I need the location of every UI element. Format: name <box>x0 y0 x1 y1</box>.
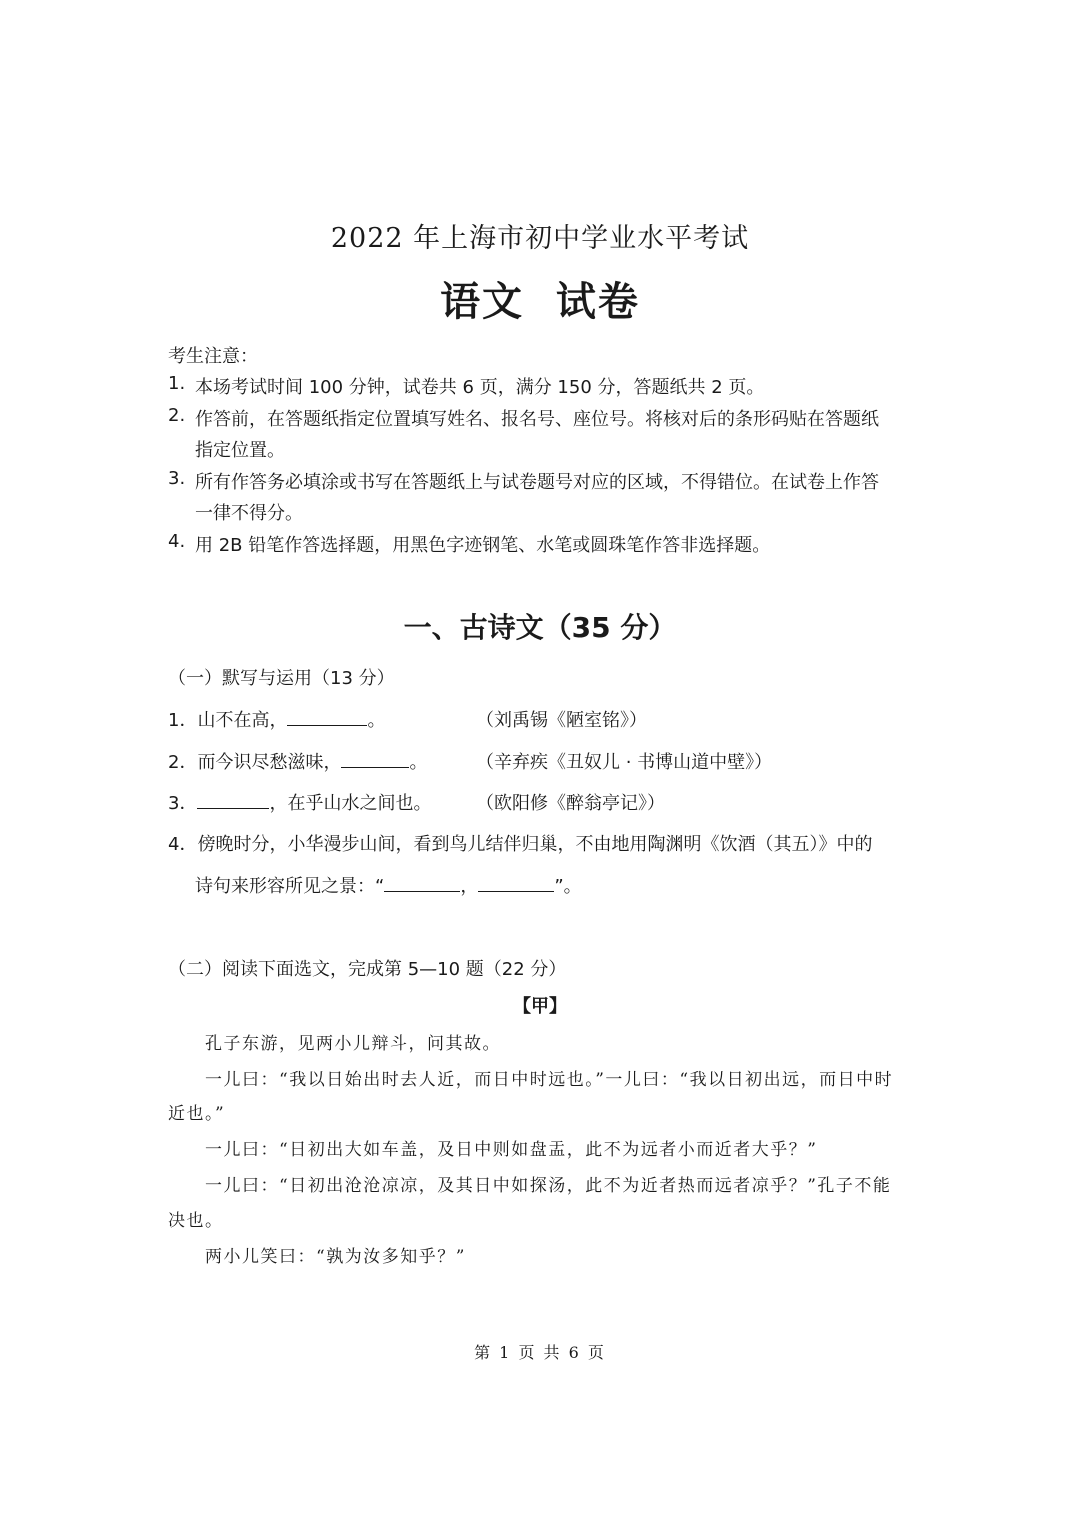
notice-item-2-num: 2. <box>168 405 186 426</box>
passage-line-4: 一儿曰：“日初出大如车盖，及日中则如盘盂，此不为远者小而近者大乎？” <box>205 1140 818 1160</box>
notice-item-4-text: 用 2B 铅笔作答选择题，用黑色字迹钢笔、水笔或圆珠笔作答非选择题。 <box>195 535 771 556</box>
question-3-source: （欧阳修《醉翁亭记》） <box>476 793 665 814</box>
question-4-end: ”。 <box>554 876 582 897</box>
question-2-text: 而今识尽愁滋味， <box>197 752 342 773</box>
passage-line-5: 一儿曰：“日初出沧沧凉凉，及其日中如探汤，此不为近者热而远者凉乎？”孔子不能 <box>205 1176 892 1196</box>
passage-line-1: 孔子东游，见两小儿辩斗，问其故。 <box>205 1034 501 1054</box>
question-1-text: 山不在高， <box>197 710 288 731</box>
question-1-blank[interactable] <box>287 709 367 726</box>
part2-heading: （二）阅读下面选文，完成第 5—10 题（22 分） <box>168 959 567 980</box>
question-1-num: 1． <box>168 710 198 731</box>
question-4-blank-1[interactable] <box>384 875 460 892</box>
question-4-num: 4． <box>168 834 198 855</box>
notice-item-4-num: 4. <box>168 531 186 552</box>
notice-item-3-text-cont: 一律不得分。 <box>195 503 303 524</box>
notice-heading: 考生注意： <box>168 346 258 367</box>
page-footer: 第 1 页 共 6 页 <box>474 1343 606 1362</box>
question-4-text: 傍晚时分，小华漫步山间，看到鸟儿结伴归巢，不由地用陶渊明《饮酒（其五）》中的 <box>197 834 873 855</box>
question-4-blank-2[interactable] <box>478 875 554 892</box>
exam-title: 2022 年上海市初中学业水平考试 <box>330 223 750 254</box>
passage-line-3: 近也。” <box>168 1104 226 1124</box>
passage-line-7: 两小儿笑曰：“孰为汝多知乎？” <box>205 1247 466 1267</box>
question-1 <box>168 706 385 732</box>
notice-item-3-text: 所有作答务必填涂或书写在答题纸上与试卷题号对应的区域，不得错位。在试卷上作答 <box>195 472 879 493</box>
question-3-text: ，在乎山水之间也。 <box>269 793 432 814</box>
question-2-blank[interactable] <box>341 751 409 768</box>
question-2-end: 。 <box>409 752 428 773</box>
passage-title: 【甲】 <box>513 996 567 1017</box>
question-3 <box>168 789 431 815</box>
question-2 <box>168 748 427 774</box>
question-1-source: （刘禹锡《陋室铭》） <box>476 710 647 731</box>
notice-item-1-num: 1. <box>168 373 186 394</box>
question-2-source: （辛弃疾《丑奴儿 · 书博山道中壁》） <box>476 752 773 773</box>
notice-item-3-num: 3. <box>168 468 186 489</box>
question-4-comma: ， <box>460 876 479 897</box>
part1-heading: （一）默写与运用（13 分） <box>168 668 395 689</box>
question-4 <box>168 830 872 856</box>
passage-line-6: 决也。 <box>168 1211 224 1231</box>
question-3-blank[interactable] <box>197 792 269 809</box>
notice-item-1-text: 本场考试时间 100 分钟，试卷共 6 页，满分 150 分，答题纸共 2 页。 <box>195 377 765 398</box>
question-4-cont <box>195 872 582 898</box>
subject-title: 语文 试卷 <box>440 279 640 325</box>
question-1-end: 。 <box>367 710 386 731</box>
question-4-text-cont: 诗句来形容所见之景：“ <box>195 876 385 897</box>
passage-line-2: 一儿曰：“我以日始出时去人近，而日中时远也。”一儿曰：“我以日初出远，而日中时 <box>205 1070 894 1090</box>
notice-item-2-text: 作答前，在答题纸指定位置填写姓名、报名号、座位号。将核对后的条形码贴在答题纸 <box>195 409 879 430</box>
notice-item-2-text-cont: 指定位置。 <box>195 440 285 461</box>
section-heading: 一、古诗文（35 分） <box>403 611 677 644</box>
question-2-num: 2． <box>168 752 198 773</box>
question-3-num: 3． <box>168 793 198 814</box>
